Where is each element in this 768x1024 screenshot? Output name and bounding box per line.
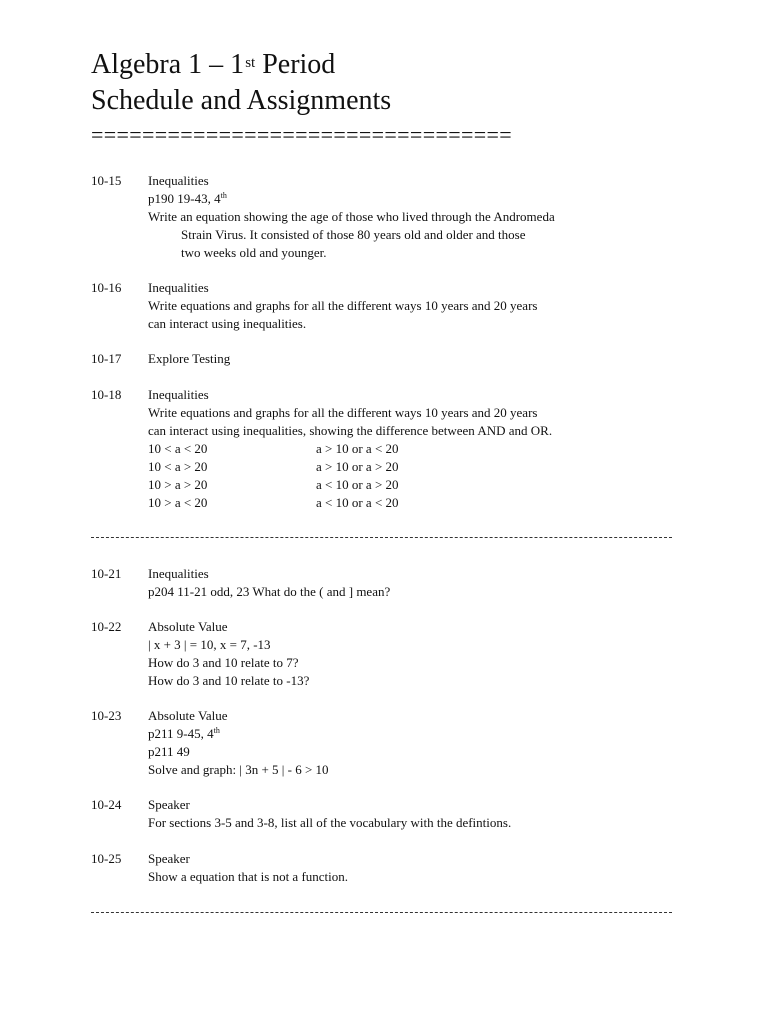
inequality-compound: 10 > a > 20: [148, 477, 208, 492]
inequality-row: [148, 458, 688, 476]
inequality-or-form: a < 10 or a > 20: [316, 477, 399, 492]
inequality-row: [148, 440, 688, 458]
inequality-or-form: a > 10 or a > 20: [316, 459, 399, 474]
entry-date: 10-24: [91, 797, 122, 812]
entry-date: 10-22: [91, 619, 122, 634]
inequality-or-form: a < 10 or a < 20: [316, 495, 399, 510]
page-title: Algebra 1 – 1st Period: [91, 49, 336, 80]
entry-topic: Explore Testing: [148, 351, 231, 366]
assignment-line: Write an equation showing the age of those who lived through the Andromeda: [148, 209, 555, 224]
assignment-line: Write equations and graphs for all the different ways 10 years and 20 years: [148, 298, 538, 313]
section-divider: [91, 537, 672, 538]
entry-topic: Speaker: [148, 851, 190, 866]
inequality-compound: 10 > a < 20: [148, 495, 208, 510]
assignment-line: p204 11-21 odd, 23 What do the ( and ] mean?: [148, 584, 391, 599]
inequality-row: [148, 494, 688, 512]
section-divider: [91, 912, 672, 913]
assignment-line: How do 3 and 10 relate to -13?: [148, 673, 310, 688]
entry-date: 10-16: [91, 280, 122, 295]
entry-date: 10-18: [91, 387, 122, 402]
assignment-line: p211 9-45, 4th: [148, 726, 220, 741]
assignment-line: | x + 3 | = 10, x = 7, -13: [148, 637, 271, 652]
assignment-line: Solve and graph: | 3n + 5 | - 6 > 10: [148, 762, 329, 777]
assignment-line: p190 19-43, 4th: [148, 191, 227, 206]
entry-topic: Absolute Value: [148, 708, 228, 723]
assignment-line: can interact using inequalities.: [148, 316, 307, 331]
entry-topic: Inequalities: [148, 387, 209, 402]
inequality-compound: 10 < a > 20: [148, 459, 208, 474]
entry-date: 10-23: [91, 708, 122, 723]
double-rule: =================================: [91, 122, 512, 147]
assignment-line: Write equations and graphs for all the different ways 10 years and 20 years: [148, 405, 538, 420]
entry-topic: Inequalities: [148, 280, 209, 295]
entry-topic: Speaker: [148, 797, 190, 812]
page-subtitle: Schedule and Assignments: [91, 85, 392, 116]
inequality-compound: 10 < a < 20: [148, 441, 208, 456]
assignment-line: Show a equation that is not a function.: [148, 869, 349, 884]
entry-date: 10-15: [91, 173, 122, 188]
inequality-row: [148, 476, 688, 494]
assignment-line: can interact using inequalities, showing the difference between AND and OR.: [148, 423, 553, 438]
entry-date: 10-17: [91, 351, 122, 366]
entry-topic: Absolute Value: [148, 619, 228, 634]
entry-date: 10-21: [91, 566, 122, 581]
entry-topic: Inequalities: [148, 566, 209, 581]
assignment-line: two weeks old and younger.: [181, 245, 327, 260]
entry-date: 10-25: [91, 851, 122, 866]
assignment-line: Strain Virus. It consisted of those 80 years old and older and those: [181, 227, 526, 242]
assignment-line: p211 49: [148, 744, 190, 759]
entry-topic: Inequalities: [148, 173, 209, 188]
inequality-or-form: a > 10 or a < 20: [316, 441, 399, 456]
assignment-line: For sections 3-5 and 3-8, list all of the vocabulary with the defintions.: [148, 815, 512, 830]
assignment-line: How do 3 and 10 relate to 7?: [148, 655, 299, 670]
